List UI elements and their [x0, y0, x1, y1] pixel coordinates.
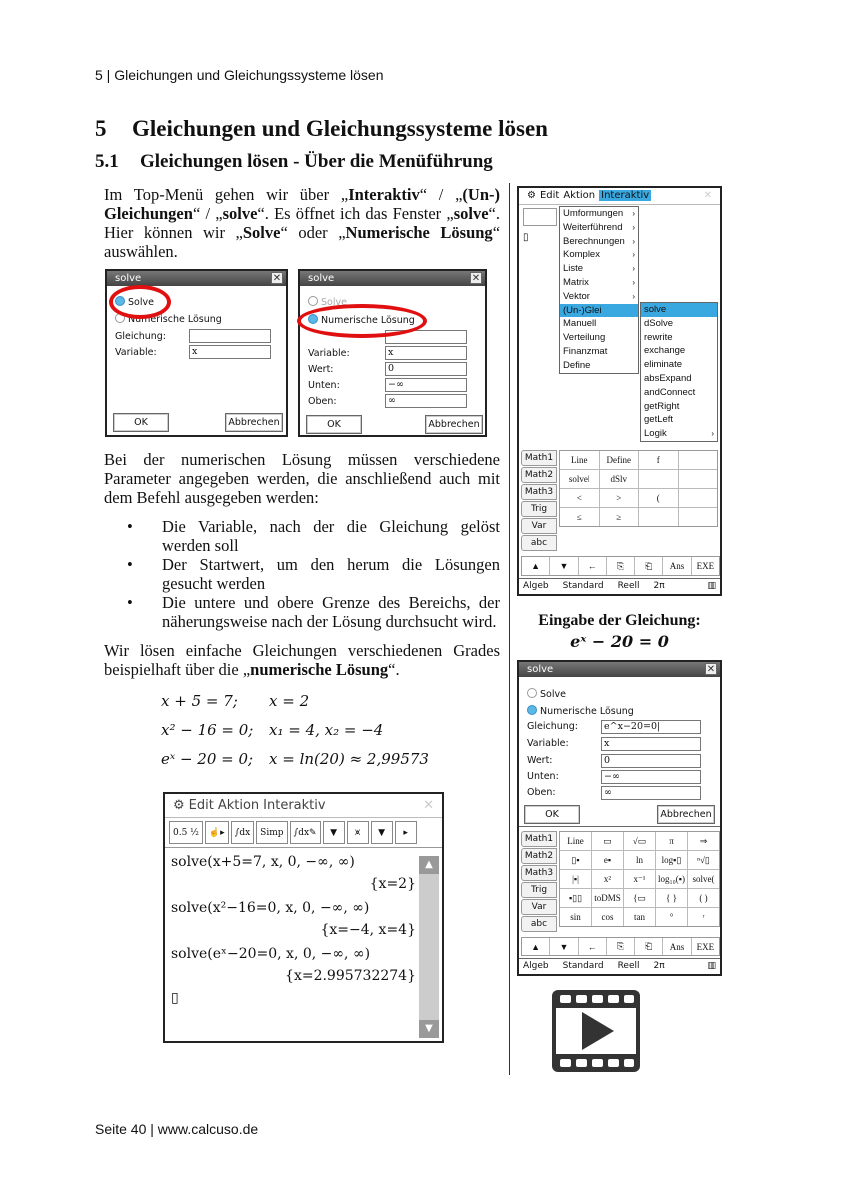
radio-numeric: Numerische Lösung — [308, 314, 415, 326]
toolbar — [523, 208, 557, 226]
menu-item: Define — [563, 359, 591, 371]
keypad-key: > — [600, 489, 639, 507]
menu-item: (Un-)Glei — [560, 304, 638, 318]
list-item: • Der Startwert, um den herum die Lösungen gesucht werden — [125, 555, 500, 593]
toolbar — [165, 818, 442, 848]
calculator-main-screenshot — [163, 792, 444, 1043]
keypad-key: < — [560, 489, 599, 507]
keypad-key: Line — [560, 451, 599, 469]
label-gleichung: Gleichung: — [527, 721, 579, 732]
toolbar-button: ▼ — [323, 821, 345, 844]
menu-item: Manuell — [563, 318, 597, 330]
label-variable: Variable: — [115, 347, 157, 358]
close-icon: ✕ — [471, 273, 481, 284]
dialog-screenshots — [104, 269, 500, 437]
ok-button: OK — [306, 415, 362, 434]
keypad-tab: Math2 — [521, 467, 557, 483]
keypad-key: π — [656, 832, 687, 850]
submenu-item: exchange — [644, 345, 686, 357]
label-wert: Wert: — [527, 755, 553, 766]
keypad-key: ⎗ — [635, 557, 662, 575]
keypad-key: { } — [656, 889, 687, 907]
label-oben: Oben: — [308, 396, 337, 407]
keypad-key: toDMS — [592, 889, 623, 907]
toolbar-button: ⩙ — [347, 821, 369, 844]
keypad-tab: Math2 — [521, 848, 557, 864]
field-oben: ∞ — [385, 394, 467, 408]
label-gleichung: Gleichung: — [115, 331, 167, 342]
keypad-key: ln — [624, 851, 655, 869]
status-mode: Algeb — [523, 961, 549, 971]
submenu-item: andConnect — [644, 386, 696, 398]
output-line: {x=2.995732274} — [285, 968, 416, 984]
chapter-title — [95, 116, 548, 142]
radio-solve: Solve — [527, 688, 566, 700]
status-mode: Algeb — [523, 581, 549, 591]
status-angle: 2π — [653, 581, 665, 591]
red-highlight-circle — [297, 304, 427, 338]
output-line: {x=2} — [369, 876, 416, 892]
radio-numeric: Numerische Lösung — [527, 705, 634, 717]
radio-solve: Solve — [115, 296, 154, 308]
cursor: ▯ — [171, 990, 179, 1006]
menu-item: Umformungen › — [560, 207, 638, 221]
keypad-key: {▭ — [624, 889, 655, 907]
keypad-key: ⇒ — [688, 832, 719, 850]
keypad-key: ▪▯▯ — [560, 889, 591, 907]
keypad-key: ▲ — [522, 938, 549, 955]
keypad-tab: Trig — [521, 501, 557, 517]
toolbar-button: ▼ — [371, 821, 393, 844]
equation-list — [161, 687, 500, 774]
keypad-key: x⁻¹ — [624, 870, 655, 888]
keypad-key: Ans — [663, 938, 690, 955]
dialog-title: solve — [115, 273, 142, 284]
keypad-key: ▭ — [592, 832, 623, 850]
label-variable: Variable: — [527, 738, 569, 749]
menu-item: Komplex › — [560, 248, 638, 262]
keypad-key: ( — [639, 489, 678, 507]
keypad-key: e▪ — [592, 851, 623, 869]
submenu-item: dSolve — [644, 317, 674, 329]
close-icon: ✕ — [272, 273, 282, 284]
gear-icon: ⚙ — [527, 190, 536, 201]
toolbar-button: ▸ — [395, 821, 417, 844]
keypad-key: ≤ — [560, 508, 599, 526]
keypad-key: ⎘ — [607, 938, 634, 955]
battery-icon: ▥ — [707, 961, 716, 971]
keypad-key: x² — [592, 870, 623, 888]
keypad-key — [639, 470, 678, 488]
scroll-down-icon: ▼ — [419, 1020, 439, 1038]
toolbar-button: 0.5 ½ — [169, 821, 203, 844]
keypad-key — [679, 489, 718, 507]
field-wert: 0 — [385, 362, 467, 376]
section-title-text: Gleichungen lösen - Über die Menüführung — [140, 151, 493, 172]
field-variable: x — [385, 346, 467, 360]
cancel-button: Abbrechen — [225, 413, 283, 432]
status-fmt: Standard — [562, 961, 604, 971]
parameter-paragraph: Bei der numerischen Lösung müssen verschiedene Parameter angegeben werden, die anschließend auch mit dem Befehl ausgegeben werden: — [104, 450, 500, 507]
keypad-key: ( ) — [688, 889, 719, 907]
equation-row: eˣ − 20 = 0; x = ln(20) ≈ 2,99573 — [161, 750, 429, 768]
toolbar-button: Simp — [256, 821, 287, 844]
menu-bar: ⚙ Edit Aktion Interaktiv ✕ — [165, 794, 442, 818]
keypad-key: |▪| — [560, 870, 591, 888]
list-item: • Die untere und obere Grenze des Bereichs, der näherungsweise nach der Lösung durchsucht wird. — [125, 593, 500, 631]
field-wert: 0 — [601, 754, 701, 768]
intro-paragraph: Im Top-Menü gehen wir über „Interaktiv“ / „(Un-) Gleichungen“ / „solve“. Es öffnet ich das Fenster „solve“. Hier können wir „Solve“ oder „Numerische Lösung“ auswählen. — [104, 185, 501, 261]
field-variable: x — [189, 345, 271, 359]
field-unten: −∞ — [601, 770, 701, 784]
close-icon: ✕ — [423, 798, 434, 813]
keypad-key: Define — [600, 451, 639, 469]
input-line: solve(x²−16=0, x, 0, −∞, ∞) — [171, 900, 370, 916]
ok-button: OK — [524, 805, 580, 824]
status-angle: 2π — [653, 961, 665, 971]
keypad-key: solve( — [688, 870, 719, 888]
equation-row: x + 5 = 7; x = 2 — [161, 692, 310, 710]
keypad-key: Ans — [663, 557, 690, 575]
right-caption: Eingabe der Gleichung: — [538, 612, 701, 629]
scrollbar — [419, 856, 439, 1038]
label-unten: Unten: — [527, 771, 559, 782]
keypad-tab: Var — [521, 518, 557, 534]
numeric-dialog-screenshot — [298, 269, 487, 437]
solve-dialog-screenshot — [105, 269, 288, 437]
keypad-key — [679, 470, 718, 488]
keypad-key: ← — [579, 938, 606, 955]
battery-icon: ▥ — [707, 581, 716, 591]
status-num: Reell — [617, 581, 640, 591]
keypad-key: log▪▯ — [656, 851, 687, 869]
keypad-key: ʳ — [688, 908, 719, 926]
keypad-key: ⁿ√▯ — [688, 851, 719, 869]
field-gleichung: e^x−20=0| — [601, 720, 701, 734]
running-header: 5 | Gleichungen und Gleichungssysteme lösen — [95, 67, 384, 83]
menu-interaktiv: Interaktiv — [601, 190, 650, 201]
submenu-item: Logik › — [641, 427, 717, 441]
section-title — [95, 151, 493, 173]
menu-item: Finanzmat — [563, 345, 608, 357]
chapter-number: 5 — [95, 116, 107, 141]
cancel-button: Abbrechen — [425, 415, 483, 434]
radio-numeric: Numerische Lösung — [115, 313, 222, 325]
keypad-key: ≥ — [600, 508, 639, 526]
label-wert: Wert: — [308, 364, 334, 375]
output-line: {x=−4, x=4} — [320, 922, 416, 938]
close-icon: ✕ — [703, 190, 712, 201]
submenu-item: absExpand — [644, 372, 692, 384]
keypad-key: √▭ — [624, 832, 655, 850]
keypad-key: ⎗ — [635, 938, 662, 955]
page-footer: Seite 40 | www.calcuso.de — [95, 1121, 259, 1137]
keypad-key: ▯▪ — [560, 851, 591, 869]
keypad-key: sin — [560, 908, 591, 926]
submenu-item: getLeft — [644, 414, 674, 426]
label-variable: Variable: — [308, 348, 350, 359]
keypad-key: dSlv — [600, 470, 639, 488]
submenu-item: solve — [641, 303, 717, 317]
keypad-tab: Var — [521, 899, 557, 915]
radio-solve: Solve — [308, 296, 347, 308]
input-line: solve(x+5=7, x, 0, −∞, ∞) — [171, 854, 355, 870]
submenu-item: eliminate — [644, 359, 683, 371]
calculator-solve-screenshot — [517, 660, 722, 976]
toolbar-button: ☝▸ — [205, 821, 229, 844]
keypad-tab: Math3 — [521, 865, 557, 881]
red-highlight-circle — [109, 285, 171, 319]
close-icon: ✕ — [706, 664, 716, 675]
keypad-key — [639, 508, 678, 526]
keypad-key: ⎘ — [607, 557, 634, 575]
keypad-key: ← — [579, 557, 606, 575]
keypad-key: solveǀ — [560, 470, 599, 488]
status-num: Reell — [617, 961, 640, 971]
keypad-tab: abc — [521, 916, 557, 932]
menu-bar: ⚙ Edit Aktion Interaktiv ✕ — [519, 188, 720, 205]
keypad-tab: Math3 — [521, 484, 557, 500]
menu-item: Berechnungen › — [560, 235, 638, 249]
keypad-key — [679, 451, 718, 469]
calculator-menu-screenshot — [517, 186, 722, 596]
gear-icon: ⚙ — [173, 798, 185, 813]
keypad-tab: abc — [521, 535, 557, 551]
keypad-key: cos — [592, 908, 623, 926]
keypad-key: ▼ — [550, 557, 577, 575]
menu-item: Weiterführend › — [560, 221, 638, 235]
label-unten: Unten: — [308, 380, 340, 391]
toolbar-button: ∫dx — [231, 821, 255, 844]
keypad-key: f — [639, 451, 678, 469]
section-number: 5.1 — [95, 151, 119, 172]
example-paragraph: Wir lösen einfache Gleichungen verschiedenen Grades beispielhaft über die „numerische Lösung“. — [104, 641, 500, 679]
right-equation: eˣ − 20 = 0 — [570, 632, 669, 651]
keypad-tab: Trig — [521, 882, 557, 898]
dialog-title: solve — [527, 664, 554, 675]
keypad-key: tan — [624, 908, 655, 926]
output-area — [171, 854, 416, 1006]
menu-item: Verteilung — [563, 332, 606, 344]
label-oben: Oben: — [527, 787, 556, 798]
keypad-key: ▲ — [522, 557, 549, 575]
submenu-item: rewrite — [644, 331, 673, 343]
field-oben: ∞ — [601, 786, 701, 800]
ok-button: OK — [113, 413, 169, 432]
list-item: • Die Variable, nach der die Gleichung gelöst werden soll — [125, 517, 500, 555]
keypad-tab: Math1 — [521, 450, 557, 466]
dialog-title: solve — [308, 273, 335, 284]
keypad-key: ° — [656, 908, 687, 926]
equation-row: x² − 16 = 0; x₁ = 4, x₂ = −4 — [161, 721, 384, 739]
video-play-icon[interactable] — [552, 990, 640, 1072]
field-unten: −∞ — [385, 378, 467, 392]
menu-item: Vektor › — [560, 290, 638, 304]
column-divider — [509, 183, 510, 1075]
keypad-key: EXE — [692, 557, 719, 575]
submenu-item: getRight — [644, 400, 680, 412]
left-column — [104, 185, 500, 1043]
menu-item: Matrix › — [560, 276, 638, 290]
chapter-title-text: Gleichungen und Gleichungssysteme lösen — [132, 116, 548, 141]
cancel-button: Abbrechen — [657, 805, 715, 824]
keypad-key: EXE — [692, 938, 719, 955]
keypad-key: log₁₀(▪) — [656, 870, 687, 888]
parameter-list — [125, 517, 500, 631]
keypad-key: ▼ — [550, 938, 577, 955]
scroll-up-icon: ▲ — [419, 856, 439, 874]
field-variable: x — [601, 737, 701, 751]
status-fmt: Standard — [562, 581, 604, 591]
keypad-key: Line — [560, 832, 591, 850]
menu-item: Liste › — [560, 262, 638, 276]
input-line: solve(eˣ−20=0, x, 0, −∞, ∞) — [171, 946, 371, 962]
field-gleichung — [189, 329, 271, 343]
keypad-key — [679, 508, 718, 526]
cursor: ▯ — [523, 232, 529, 243]
keypad-tab: Math1 — [521, 831, 557, 847]
toolbar-button: ∫dx✎ — [290, 821, 321, 844]
